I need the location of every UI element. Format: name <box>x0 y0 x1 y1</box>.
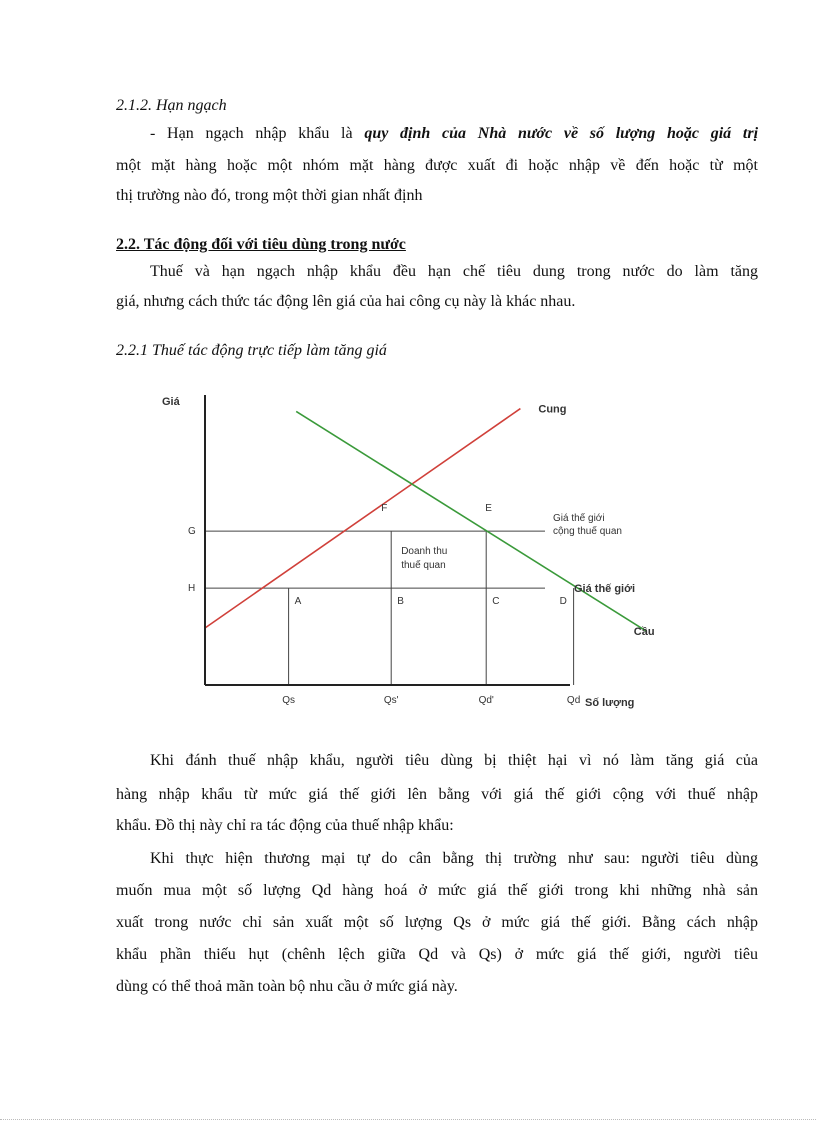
paragraph-2-line-1: Thuế và hạn ngạch nhập khẩu đều hạn chế tiêu dung trong nước do làm tăng <box>150 263 758 280</box>
point-E: E <box>485 503 492 515</box>
point-A: A <box>294 596 302 608</box>
y-axis-label: Giá <box>162 396 180 408</box>
paragraph-3-line-2: hàng nhập khẩu từ mức giá thế giới lên bằng với giá thế giới cộng với thuế nhập <box>116 786 758 803</box>
quantity-tick-0: Qs <box>282 695 295 706</box>
point-B: B <box>397 596 404 608</box>
tariff-revenue-label-2: thuế quan <box>401 560 446 572</box>
quantity-tick-3: Qd <box>566 695 581 706</box>
paragraph-1-line-1 <box>150 124 758 144</box>
chart-guides <box>205 531 574 685</box>
supply-curve <box>205 409 520 628</box>
quantity-tick-2: Qd' <box>478 695 494 706</box>
paragraph-4-line-1: Khi thực hiện thương mại tự do cân bằng thị trường như sau: người tiêu dùng <box>150 850 758 867</box>
paragraph-4-line-4: khẩu phần thiếu hụt (chênh lệch giữa Qd và Qs) ở mức giá thế giới, người tiêu <box>116 946 758 963</box>
heading-2-1-2: 2.1.2. Hạn ngạch <box>116 97 227 114</box>
demand-label: Cầu <box>633 625 655 638</box>
page-bottom-rule <box>0 1119 816 1120</box>
paragraph-2-line-2: giá, nhưng cách thức tác động lên giá của hai công cụ này là khác nhau. <box>116 293 576 310</box>
paragraph-4-line-5: dùng có thể thoả mãn toàn bộ nhu cầu ở mức giá này. <box>116 978 458 995</box>
point-D: D <box>559 596 567 608</box>
chart-axes <box>205 395 570 685</box>
quantity-tick-1: Qs' <box>383 695 399 706</box>
heading-2-2: 2.2. Tác động đối với tiêu dùng trong nước <box>116 236 406 253</box>
tariff-chart <box>150 380 680 720</box>
p1-emphasis: quy định của Nhà nước về số lượng hoặc giá trị <box>364 125 759 142</box>
world-price-tariff-label-1: Giá thế giới <box>553 513 605 525</box>
world-price-label: Giá thế giới <box>574 583 635 596</box>
price-tick-G: G <box>188 526 196 538</box>
heading-2-2-1: 2.2.1 Thuế tác động trực tiếp làm tăng giá <box>116 342 387 359</box>
supply-label: Cung <box>538 403 567 416</box>
p1-start: - Hạn ngạch nhập khẩu là <box>150 125 365 142</box>
world-price-tariff-label-2: cộng thuế quan <box>553 526 622 538</box>
chart-labels <box>162 396 655 709</box>
point-C: C <box>492 596 500 608</box>
paragraph-1-line-3: thị trường nào đó, trong một thời gian nhất định <box>116 187 423 204</box>
price-tick-H: H <box>188 583 196 595</box>
point-F: F <box>381 503 388 515</box>
tariff-revenue-label-1: Doanh thu <box>401 546 448 558</box>
paragraph-4-line-2: muốn mua một số lượng Qd hàng hoá ở mức giá thế giới trong khi những nhà sản <box>116 882 758 899</box>
x-axis-label: Số lượng <box>585 697 635 709</box>
paragraph-3-line-3: khẩu. Đồ thị này chỉ ra tác động của thuế nhập khẩu: <box>116 817 454 834</box>
paragraph-1-line-2: một mặt hàng hoặc một nhóm mặt hàng được xuất đi hoặc nhập về đến hoặc từ một <box>116 157 758 174</box>
paragraph-3-line-1: Khi đánh thuế nhập khẩu, người tiêu dùng bị thiệt hại vì nó làm tăng giá của <box>150 752 758 769</box>
paragraph-4-line-3: xuất trong nước chỉ sản xuất một số lượng Qs ở mức giá thế giới. Bằng cách nhập <box>116 914 758 931</box>
